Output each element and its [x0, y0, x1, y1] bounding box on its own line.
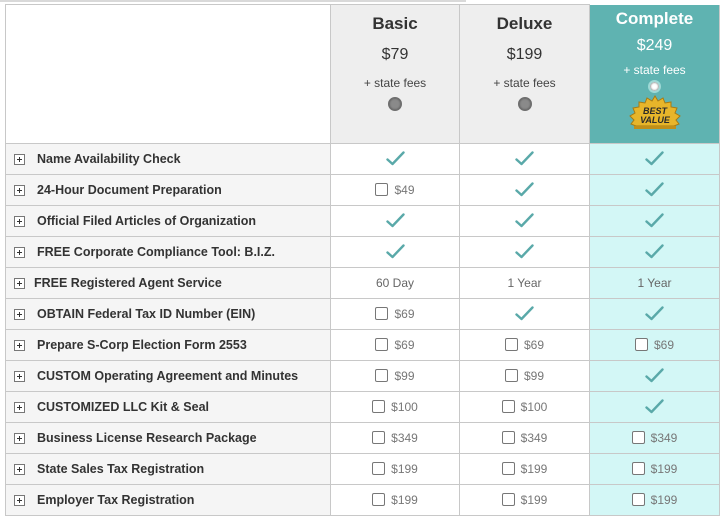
check-icon — [645, 182, 664, 196]
feature-row — [6, 205, 720, 236]
addon-price: $99 — [523, 368, 545, 383]
addon-checkbox[interactable] — [375, 338, 388, 351]
plan-price: $249 — [636, 36, 673, 54]
check-icon — [645, 368, 664, 382]
feature-label-cell[interactable] — [6, 205, 331, 236]
plan-cell[interactable] — [460, 453, 590, 484]
feature-label: Official Filed Articles of Organization — [37, 213, 257, 228]
feature-label: FREE Registered Agent Service — [34, 275, 222, 290]
plan-cell[interactable] — [460, 360, 590, 391]
feature-label-cell[interactable] — [6, 453, 331, 484]
feature-label-cell[interactable] — [6, 174, 331, 205]
check-icon — [515, 306, 534, 320]
feature-label: FREE Corporate Compliance Tool: B.I.Z. — [37, 244, 275, 259]
plan-complete[interactable] — [590, 5, 720, 144]
expand-plus-icon[interactable] — [14, 278, 25, 289]
feature-row — [6, 422, 720, 453]
plan-cell[interactable] — [331, 391, 460, 422]
plan-cell — [331, 143, 460, 174]
feature-label: CUSTOMIZED LLC Kit & Seal — [37, 399, 210, 414]
plan-cell — [331, 205, 460, 236]
feature-label: CUSTOM Operating Agreement and Minutes — [37, 368, 299, 383]
cell-text: 60 Day — [375, 275, 415, 290]
addon-price: $349 — [520, 430, 548, 445]
addon-price: $199 — [391, 492, 418, 507]
expand-plus-icon[interactable] — [14, 185, 25, 196]
plan-cell[interactable] — [460, 484, 590, 515]
feature-label: OBTAIN Federal Tax ID Number (EIN) — [37, 306, 256, 321]
plan-cell — [590, 174, 720, 205]
plan-select-radio-selected[interactable] — [648, 80, 661, 93]
addon-checkbox[interactable] — [372, 431, 385, 444]
plan-cell[interactable] — [590, 422, 720, 453]
feature-row — [6, 329, 720, 360]
addon-checkbox[interactable] — [502, 400, 515, 413]
addon-price: $199 — [650, 492, 678, 507]
addon-price: $69 — [653, 337, 675, 352]
expand-plus-icon[interactable] — [14, 433, 25, 444]
feature-label: Business License Research Package — [37, 430, 257, 445]
plan-fees: + state fees — [363, 76, 427, 90]
addon-checkbox[interactable] — [375, 183, 388, 196]
check-icon — [645, 244, 664, 258]
check-icon — [515, 182, 534, 196]
addon-checkbox[interactable] — [632, 493, 645, 506]
feature-label-cell[interactable] — [6, 143, 331, 174]
plan-cell — [331, 267, 460, 298]
addon-price: $69 — [394, 306, 415, 321]
expand-plus-icon[interactable] — [14, 371, 25, 382]
check-icon — [645, 399, 664, 413]
expand-plus-icon[interactable] — [14, 340, 25, 351]
feature-row — [6, 453, 720, 484]
addon-checkbox[interactable] — [502, 493, 515, 506]
plan-cell — [460, 174, 590, 205]
addon-price: $69 — [394, 337, 415, 352]
plan-cell — [460, 267, 590, 298]
cell-text: 1 Year — [637, 275, 672, 290]
plan-cell — [590, 236, 720, 267]
plan-name: Deluxe — [496, 14, 553, 33]
best-value-badge-icon — [624, 93, 686, 129]
check-icon — [645, 151, 664, 165]
addon-checkbox[interactable] — [502, 462, 515, 475]
feature-label-cell[interactable] — [6, 236, 331, 267]
plan-cell — [590, 360, 720, 391]
plan-cell — [590, 391, 720, 422]
plan-price: $79 — [381, 46, 409, 63]
plan-select-radio[interactable] — [388, 97, 402, 111]
plan-deluxe[interactable] — [460, 5, 590, 144]
feature-label: 24-Hour Document Preparation — [37, 182, 222, 197]
plan-name: Basic — [372, 14, 418, 33]
feature-label: State Sales Tax Registration — [37, 461, 205, 476]
plan-cell[interactable] — [331, 453, 460, 484]
addon-checkbox[interactable] — [372, 462, 385, 475]
expand-plus-icon[interactable] — [14, 154, 25, 165]
addon-checkbox[interactable] — [505, 369, 518, 382]
addon-price: $49 — [394, 182, 415, 197]
header-blank-cell — [6, 5, 331, 144]
check-icon — [386, 213, 405, 227]
feature-row — [6, 267, 720, 298]
check-icon — [515, 244, 534, 258]
addon-price: $349 — [391, 430, 418, 445]
check-icon — [515, 213, 534, 227]
plan-cell[interactable] — [331, 329, 460, 360]
plan-cell[interactable] — [590, 453, 720, 484]
plan-cell[interactable] — [331, 484, 460, 515]
feature-label: Employer Tax Registration — [37, 492, 195, 507]
plan-header-row — [6, 5, 720, 144]
plan-cell[interactable] — [590, 329, 720, 360]
feature-label: Name Availability Check — [37, 151, 181, 166]
addon-price: $349 — [650, 430, 678, 445]
addon-checkbox[interactable] — [375, 307, 388, 320]
plan-fees: + state fees — [623, 62, 686, 77]
plan-cell[interactable] — [590, 484, 720, 515]
expand-plus-icon[interactable] — [14, 247, 25, 258]
addon-price: $199 — [391, 461, 418, 476]
addon-price: $99 — [394, 368, 415, 383]
badge-line2: VALUE — [639, 114, 670, 125]
addon-price: $69 — [523, 337, 545, 352]
addon-price: $199 — [650, 461, 678, 476]
addon-checkbox[interactable] — [502, 431, 515, 444]
check-icon — [386, 151, 405, 165]
feature-label-cell[interactable] — [6, 422, 331, 453]
feature-row — [6, 143, 720, 174]
check-icon — [645, 213, 664, 227]
expand-plus-icon[interactable] — [14, 402, 25, 413]
check-icon — [645, 306, 664, 320]
plan-cell[interactable] — [331, 298, 460, 329]
addon-price: $199 — [520, 461, 548, 476]
plan-price: $199 — [506, 46, 543, 63]
plan-basic[interactable] — [331, 5, 460, 144]
plan-cell[interactable] — [331, 422, 460, 453]
plan-cell — [590, 267, 720, 298]
feature-label-cell[interactable] — [6, 360, 331, 391]
check-icon — [386, 244, 405, 258]
addon-price: $100 — [391, 399, 418, 414]
plan-cell — [590, 143, 720, 174]
addon-checkbox[interactable] — [372, 493, 385, 506]
plan-cell — [460, 205, 590, 236]
addon-checkbox[interactable] — [372, 400, 385, 413]
feature-row — [6, 484, 720, 515]
plan-cell — [460, 143, 590, 174]
feature-label: Prepare S-Corp Election Form 2553 — [37, 337, 247, 352]
feature-label-cell[interactable] — [6, 391, 331, 422]
feature-label-cell[interactable] — [6, 329, 331, 360]
expand-plus-icon[interactable] — [14, 464, 25, 475]
pricing-comparison-table — [5, 4, 720, 516]
check-icon — [515, 151, 534, 165]
addon-price: $199 — [520, 492, 548, 507]
feature-label-cell[interactable] — [6, 298, 331, 329]
addon-checkbox[interactable] — [632, 462, 645, 475]
feature-label-cell[interactable] — [6, 267, 331, 298]
feature-row — [6, 236, 720, 267]
plan-select-radio[interactable] — [518, 97, 532, 111]
plan-cell[interactable] — [460, 422, 590, 453]
plan-cell[interactable] — [331, 360, 460, 391]
plan-cell — [331, 236, 460, 267]
cell-text: 1 Year — [507, 275, 542, 290]
feature-row — [6, 174, 720, 205]
addon-checkbox[interactable] — [505, 338, 518, 351]
feature-row — [6, 298, 720, 329]
top-divider — [0, 0, 466, 2]
feature-label-cell[interactable] — [6, 484, 331, 515]
plan-fees: + state fees — [493, 76, 556, 90]
addon-checkbox[interactable] — [375, 369, 388, 382]
addon-checkbox[interactable] — [632, 431, 645, 444]
plan-cell — [590, 298, 720, 329]
expand-plus-icon[interactable] — [14, 495, 25, 506]
plan-cell[interactable] — [460, 329, 590, 360]
plan-cell — [460, 298, 590, 329]
badge-line1: BEST — [642, 105, 667, 116]
addon-price: $100 — [520, 399, 548, 414]
expand-plus-icon[interactable] — [14, 309, 25, 320]
expand-plus-icon[interactable] — [14, 216, 25, 227]
feature-row — [6, 360, 720, 391]
plan-cell[interactable] — [331, 174, 460, 205]
addon-checkbox[interactable] — [635, 338, 648, 351]
feature-row — [6, 391, 720, 422]
plan-cell — [590, 205, 720, 236]
plan-cell[interactable] — [460, 391, 590, 422]
plan-cell — [460, 236, 590, 267]
plan-name: Complete — [615, 8, 694, 28]
